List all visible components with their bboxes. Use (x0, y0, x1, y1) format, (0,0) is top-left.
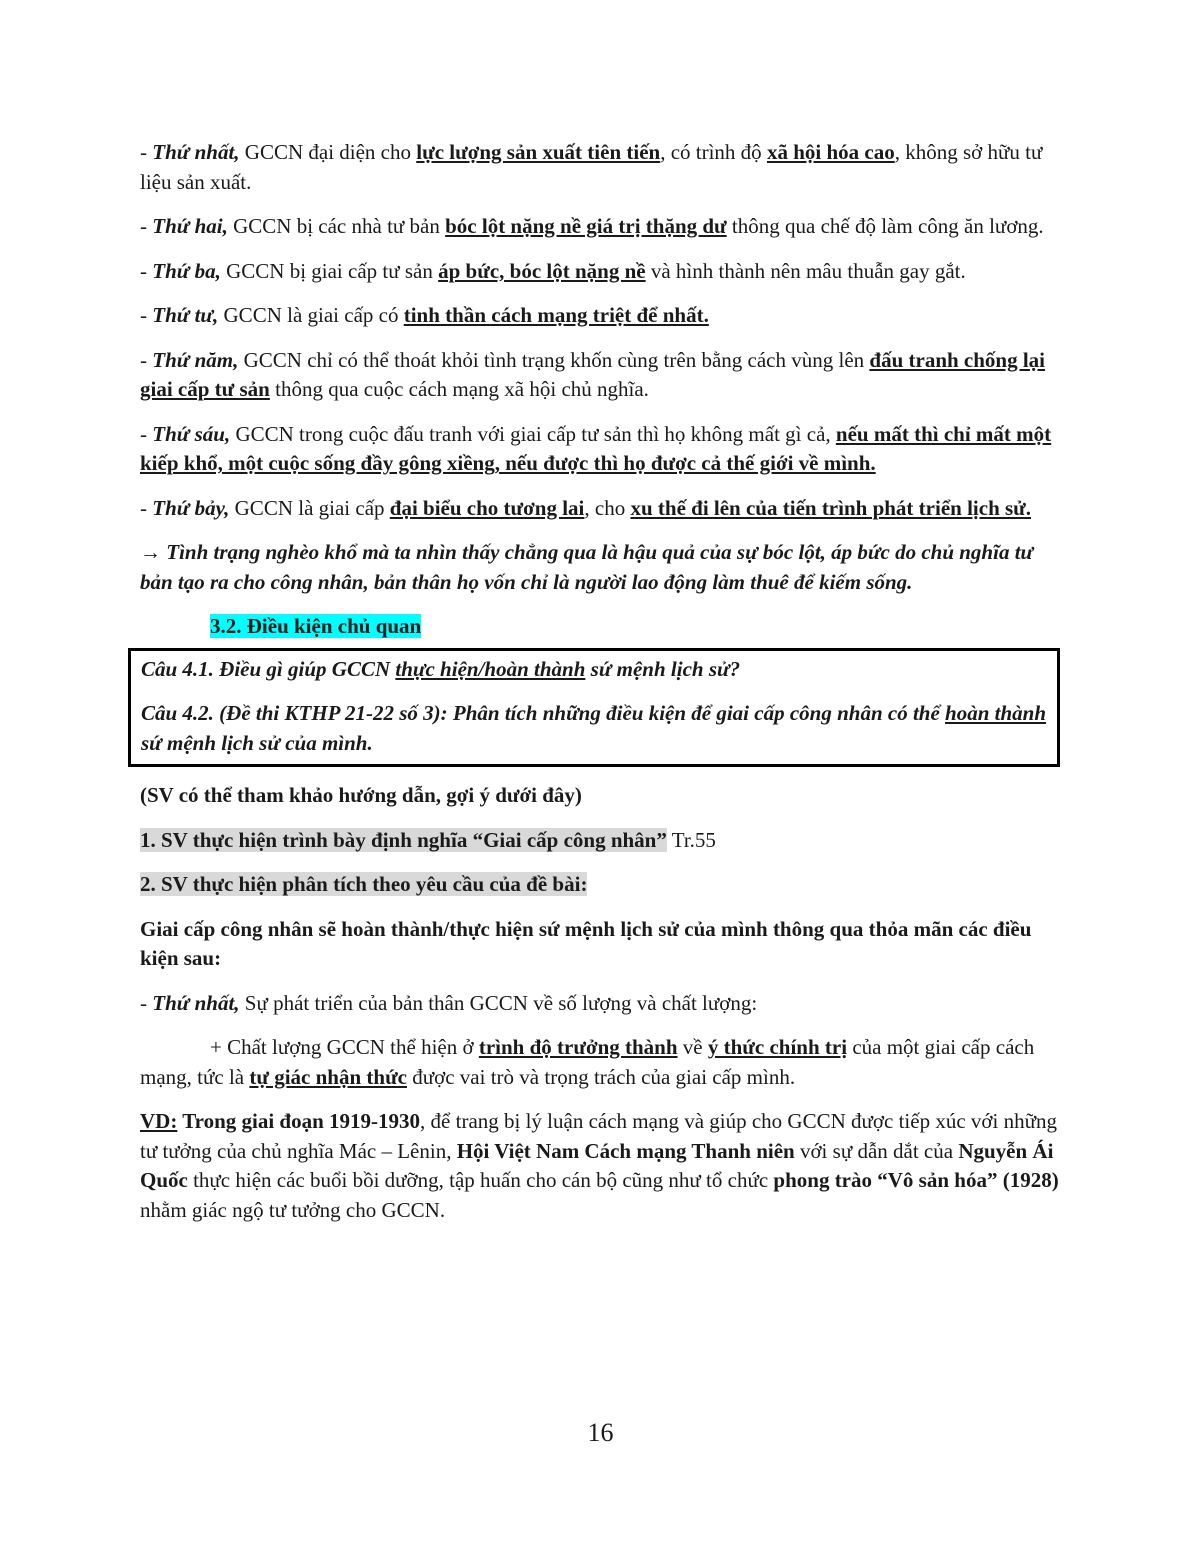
quality-point: + Chất lượng GCCN thể hiện ở trình độ trưởng thành về ý thức chính trị của một giai cấp cách mạng, tức là tự giác nhận thức được vai trò và trọng trách của giai cấp mình. (140, 1035, 1035, 1089)
item-label: Thứ bảy, (152, 495, 230, 520)
question-box (128, 648, 1060, 768)
item-label: Thứ nhất, (152, 140, 240, 164)
item-4: - Thứ tư, GCCN là giai cấp có tinh thần cách mạng triệt để nhất. (140, 303, 709, 327)
page-number: 16 (587, 1418, 614, 1447)
conclusion: → Tình trạng nghèo khổ mà ta nhìn thấy chẳng qua là hậu quả của sự bóc lột, áp bức do chủ nghĩa tư bản tạo ra cho công nhân, bản thân họ vốn chỉ là người lao động làm thuê để kiếm sống. (140, 540, 1034, 594)
example-paragraph: VD: Trong giai đoạn 1919-1930, để trang bị lý luận cách mạng và giúp cho GCCN được tiếp xúc với những tư tưởng của chủ nghĩa Mác – Lênin, Hội Việt Nam Cách mạng Thanh niên với sự dẫn dắt của Nguyễn Ái Quốc thực hiện các buổi bồi dưỡng, tập huấn cho cán bộ cũng như tổ chức phong trào “Vô sản hóa” (1928) nhằm giác ngộ tư tưởng cho GCCN. (140, 1109, 1059, 1222)
item-5: - Thứ năm, GCCN chỉ có thể thoát khỏi tình trạng khốn cùng trên bằng cách vùng lên đấu tranh chống lại giai cấp tư sản thông qua cuộc cách mạng xã hội chủ nghĩa. (140, 347, 1046, 401)
item-label: Thứ tư, (152, 303, 219, 327)
guide-note: (SV có thể tham khảo hướng dẫn, gợi ý dưới đây) (140, 783, 582, 807)
document-page (140, 138, 1062, 1240)
item-6: - Thứ sáu, GCCN trong cuộc đấu tranh với giai cấp tư sản thì họ không mất gì cả, nếu mất thì chỉ mất một kiếp khổ, một cuộc sống đầy gông xiềng, nếu được thì họ được cả thế giới về mình. (140, 421, 1052, 475)
item-1: - Thứ nhất, GCCN đại diện cho lực lượng sản xuất tiên tiến, có trình độ xã hội hóa cao, không sở hữu tư liệu sản xuất. (140, 140, 1043, 194)
item-label: Thứ sáu, (152, 421, 231, 446)
conditions-intro: Giai cấp công nhân sẽ hoàn thành/thực hiện sứ mệnh lịch sử của mình thông qua thỏa mãn các điều kiện sau: (140, 916, 1032, 970)
item-3: - Thứ ba, GCCN bị giai cấp tư sản áp bức, bóc lột nặng nề và hình thành nên mâu thuẫn gay gắt. (140, 258, 966, 283)
step-2: 2. SV thực hiện phân tích theo yêu cầu của đề bài: (140, 872, 588, 896)
item-label: Thứ hai, (152, 214, 228, 238)
section-heading: 3.2. Điều kiện chủ quan (210, 614, 422, 638)
item-label: Thứ năm, (152, 347, 239, 372)
item-2: - Thứ hai, GCCN bị các nhà tư bản bóc lột nặng nề giá trị thặng dư thông qua chế độ làm công ăn lương. (140, 214, 1044, 238)
step-1: 1. SV thực hiện trình bày định nghĩa “Giai cấp công nhân” Tr.55 (140, 827, 716, 852)
item-label: Thứ ba, (152, 258, 221, 283)
question-4-1: Câu 4.1. Điều gì giúp GCCN thực hiện/hoàn thành sứ mệnh lịch sử? (141, 656, 741, 681)
example-label: VD: (140, 1109, 178, 1133)
question-4-2: Câu 4.2. (Đề thi KTHP 21-22 số 3): Phân tích những điều kiện để giai cấp công nhân có thể hoàn thành sứ mệnh lịch sử của mình. (141, 701, 1047, 755)
item-7: - Thứ bảy, GCCN là giai cấp đại biểu cho tương lai, cho xu thế đi lên của tiến trình phát triển lịch sử. (140, 495, 1032, 520)
condition-1: - Thứ nhất, Sự phát triển của bản thân GCCN về số lượng và chất lượng: (140, 990, 758, 1015)
